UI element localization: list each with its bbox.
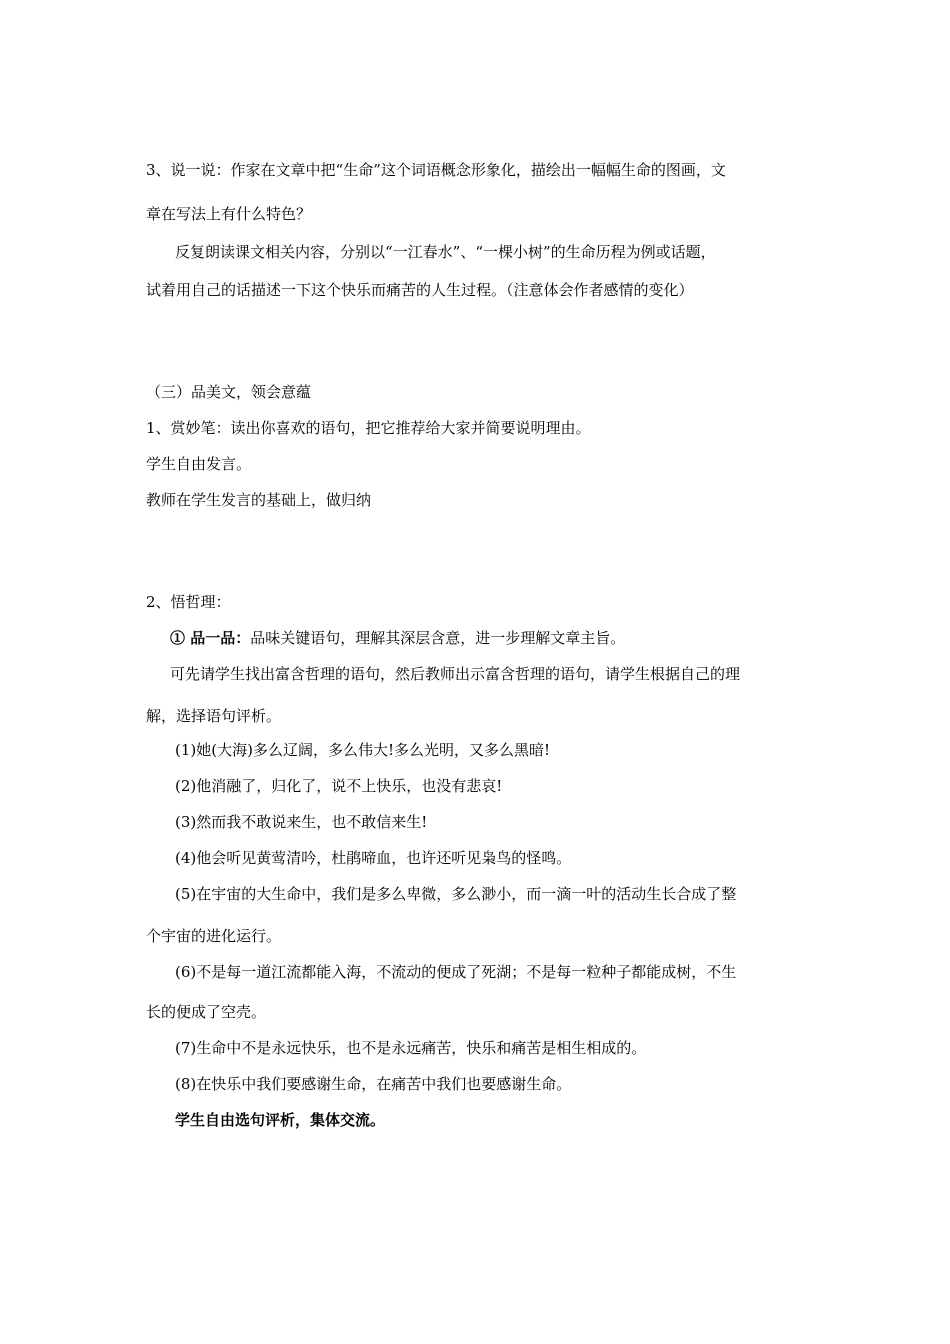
question-3-line-1: 3、说一说：作家在文章中把“生命”这个词语概念形象化，描绘出一幅幅生命的图画，文 [146,161,726,179]
quote-1: (1)她(大海)多么辽阔，多么伟大!多么光明，又多么黑暗! [175,741,551,759]
sub-item-1-label: ① 品一品： [170,629,251,647]
quote-3: (3)然而我不敢说来生，也不敢信来生! [175,813,428,831]
intro-line-1: 可先请学生找出富含哲理的语句，然后教师出示富含哲理的语句，请学生根据自己的理 [170,665,741,683]
quote-5-line-1: (5)在宇宙的大生命中，我们是多么卑微，多么渺小，而一滴一叶的活动生长合成了整 [175,885,737,903]
item-1: 1、赏妙笔：读出你喜欢的语句，把它推荐给大家并简要说明理由。 [146,419,591,437]
question-3-line-2: 章在写法上有什么特色？ [146,205,312,223]
sub-item-1 [170,628,625,648]
intro-line-2: 解，选择语句评析。 [146,707,282,725]
teacher-summary: 教师在学生发言的基础上，做归纳 [146,491,372,509]
instruction-line-1: 反复朗读课文相关内容，分别以“一江春水”、“一棵小树”的生命历程为例或话题， [175,243,716,261]
quote-8: (8)在快乐中我们要感谢生命，在痛苦中我们也要感谢生命。 [175,1075,572,1093]
quote-6-line-1: (6)不是每一道江流都能入海，不流动的便成了死湖；不是每一粒种子都能成树，不生 [175,963,737,981]
quote-5-line-2: 个宇宙的进化运行。 [146,927,282,945]
quote-7: (7)生命中不是永远快乐，也不是永远痛苦，快乐和痛苦是相生相成的。 [175,1039,647,1057]
quote-2: (2)他消融了，归化了，说不上快乐，也没有悲哀! [175,777,503,795]
quote-4: (4)他会听见黄莺清吟，杜鹃啼血，也许还听见枭鸟的怪鸣。 [175,849,572,867]
closing-note: 学生自由选句评析，集体交流。 [175,1111,386,1129]
item-2: 2、悟哲理： [146,593,231,611]
instruction-line-2: 试着用自己的话描述一下这个快乐而痛苦的人生过程。（注意体会作者感情的变化） [146,281,694,299]
quote-6-line-2: 长的便成了空壳。 [146,1003,267,1021]
sub-item-1-text: 品味关键语句，理解其深层含意，进一步理解文章主旨。 [250,629,626,647]
student-speak: 学生自由发言。 [146,455,252,473]
section-heading: （三）品美文，领会意蕴 [146,383,312,401]
